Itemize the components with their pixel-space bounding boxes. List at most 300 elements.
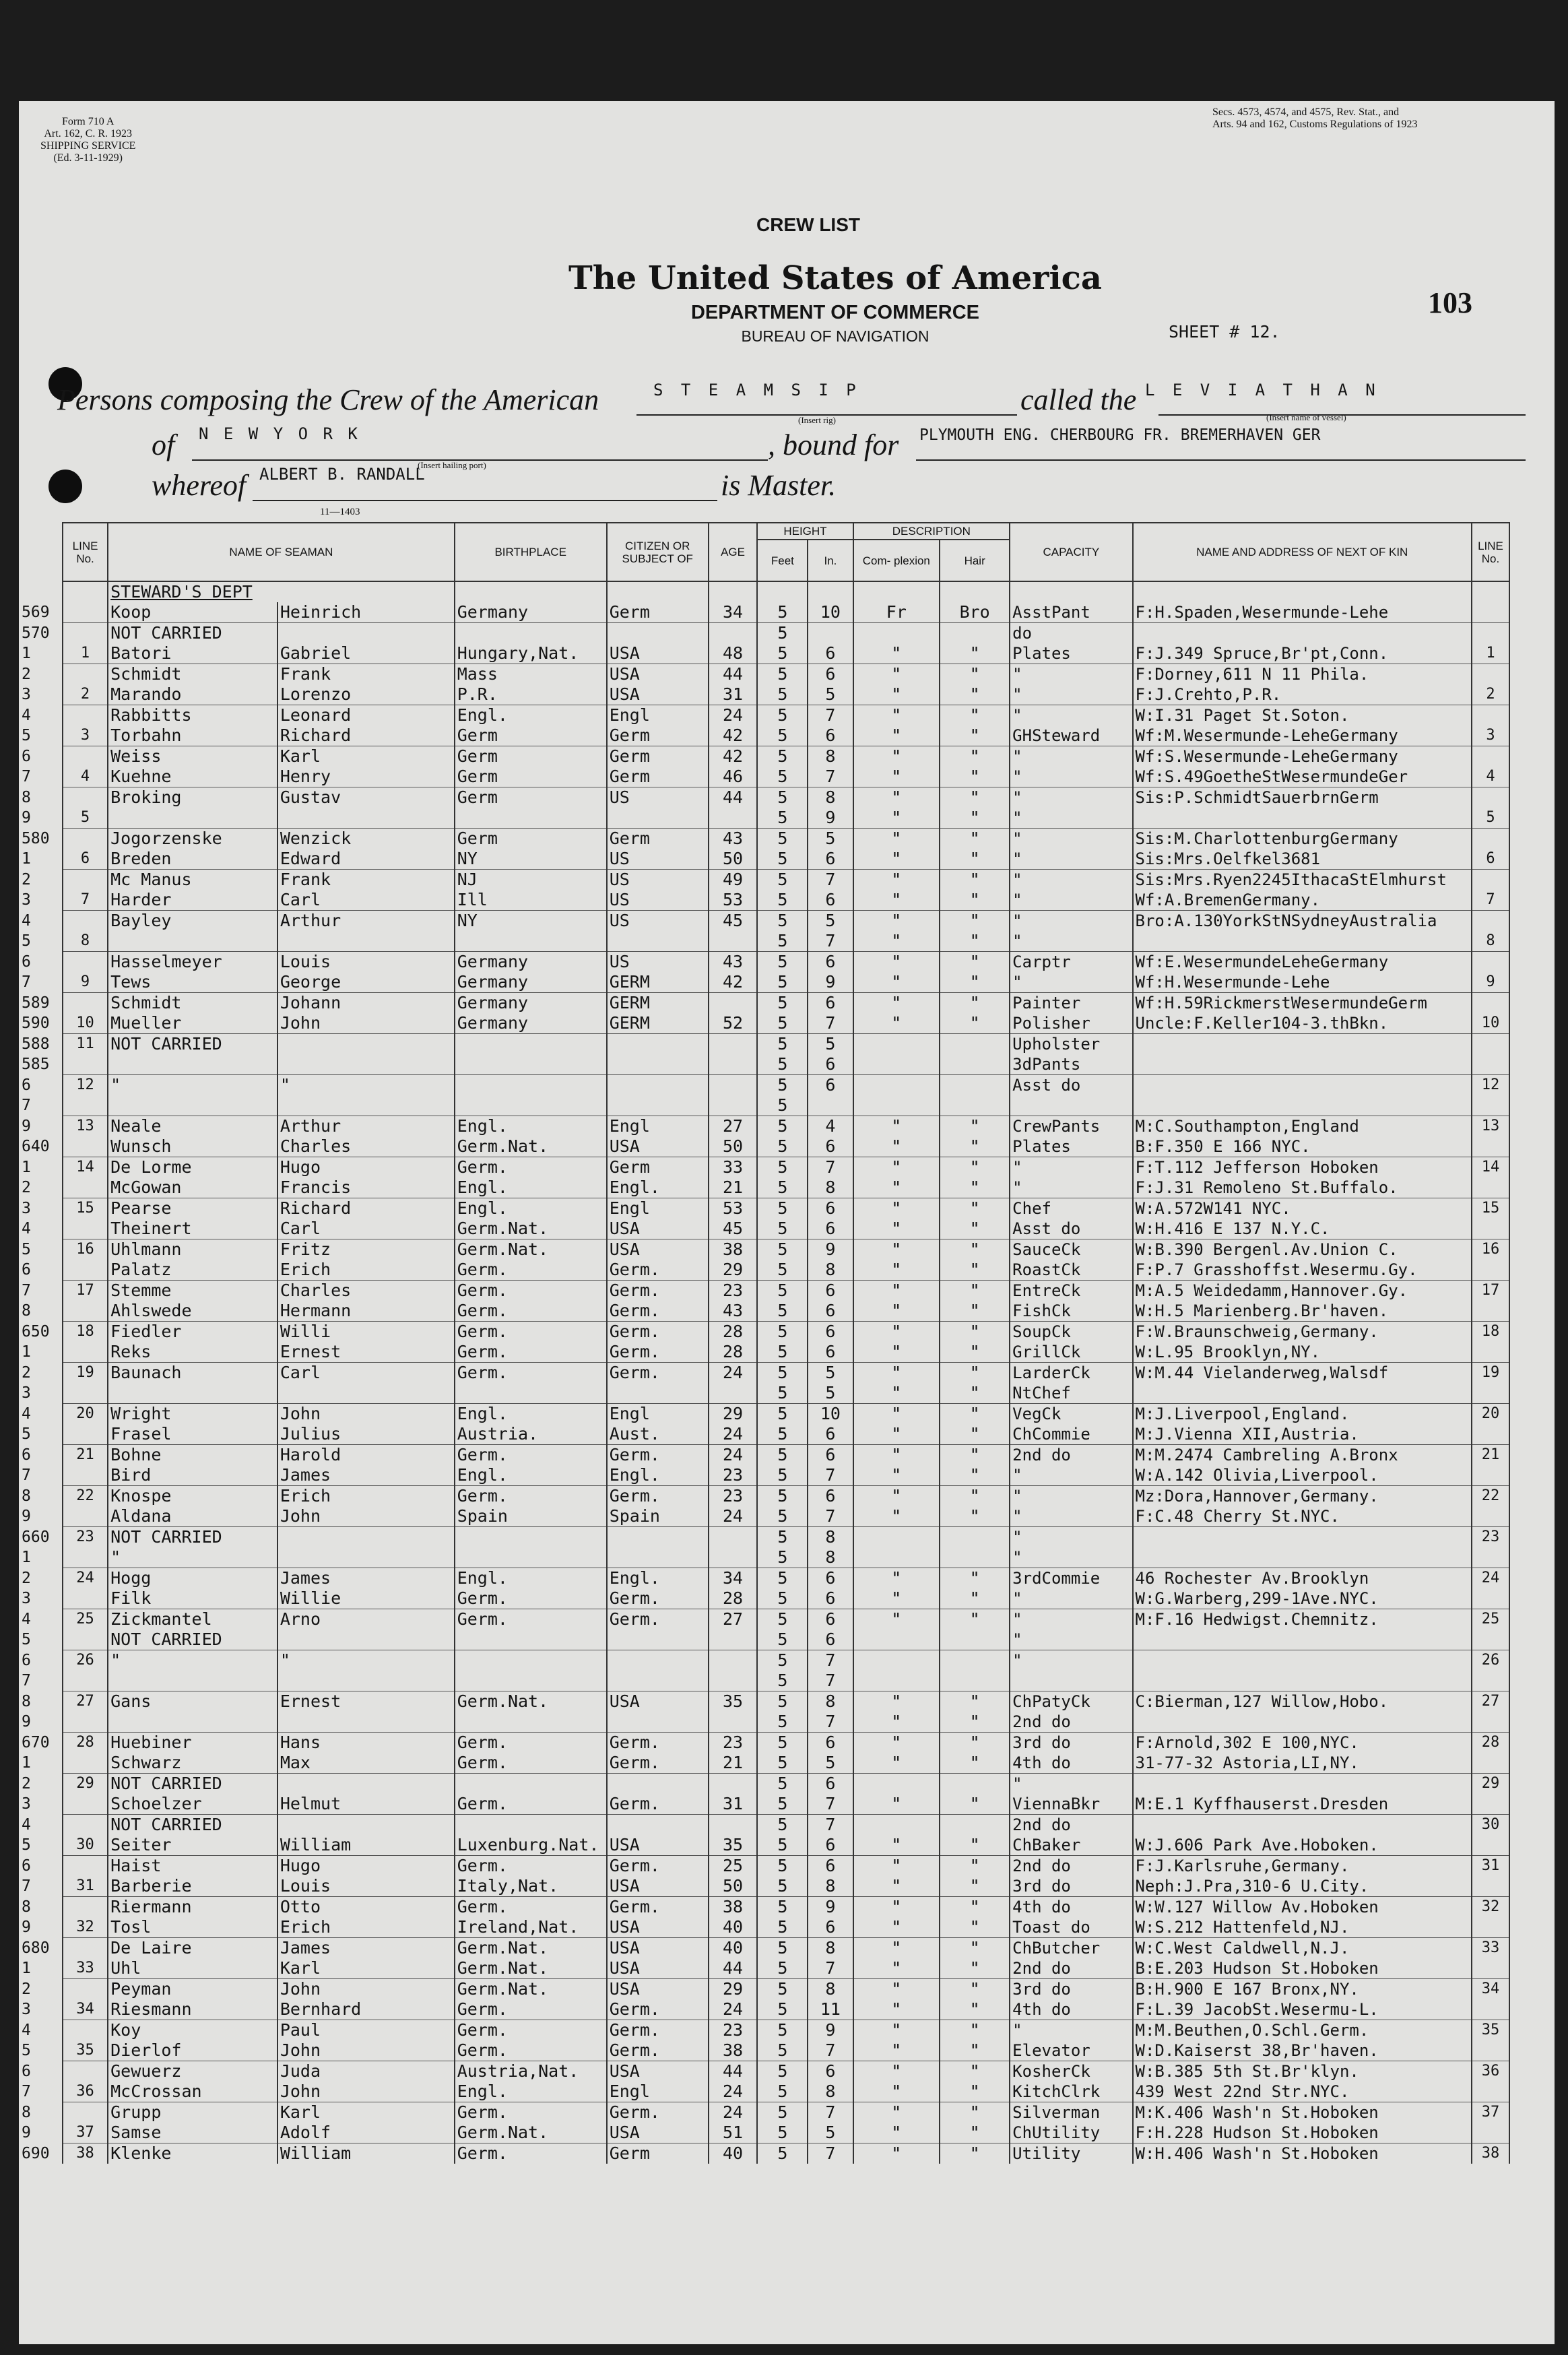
cell-line-number-right	[1472, 2040, 1509, 2061]
cell-hair: "	[940, 1588, 1010, 1609]
cell-capacity: 2nd do	[1010, 1958, 1132, 1979]
cell-surname: Tosl	[108, 1917, 277, 1938]
col-hair-header: Hair	[940, 540, 1010, 581]
cell-citizenship: USA	[607, 1958, 709, 1979]
cell-complexion: "	[853, 787, 940, 808]
cell-height-feet: 5	[757, 1383, 808, 1404]
cell-age: 23	[709, 2020, 758, 2041]
cell-line-number-right	[1472, 1095, 1509, 1116]
cell-complexion: "	[853, 1404, 940, 1425]
cell-complexion	[853, 1034, 940, 1055]
cell-line-number-right: 15	[1472, 1198, 1509, 1219]
cell-citizenship: Germ.	[607, 1999, 709, 2020]
cell-next-of-kin	[1133, 1054, 1472, 1075]
cell-citizenship: USA	[607, 643, 709, 664]
serial-annotation: 4	[22, 706, 31, 724]
cell-next-of-kin	[1133, 1547, 1472, 1568]
cell-capacity: RoastCk	[1010, 1260, 1132, 1281]
cell-citizenship: Germ.	[607, 1753, 709, 1774]
table-row	[63, 1753, 1509, 1774]
cell-age	[709, 1671, 758, 1691]
cell-surname: De Lorme	[108, 1157, 277, 1178]
cell-age: 35	[709, 1835, 758, 1856]
cell-citizenship: USA	[607, 2061, 709, 2082]
col-age-header: AGE	[709, 523, 758, 581]
cell-capacity: 3rd do	[1010, 1876, 1132, 1897]
cell-line-number-right	[1472, 1753, 1509, 1774]
cell-next-of-kin: B:H.900 E 167 Bronx,NY.	[1133, 1979, 1472, 2000]
cell-height-inches: 10	[808, 1404, 853, 1425]
cell-given-name	[277, 1815, 455, 1836]
table-row	[63, 1794, 1509, 1815]
cell-capacity: "	[1010, 890, 1132, 911]
cell-birthplace: Germ.	[455, 2102, 607, 2123]
section-reference-line: Arts. 94 and 162, Customs Regulations of 1923	[1212, 119, 1418, 130]
cell-complexion: "	[853, 993, 940, 1014]
table-row	[63, 849, 1509, 870]
cell-citizenship: Engl	[607, 2082, 709, 2102]
cell-hair: "	[940, 1404, 1010, 1425]
cell-citizenship: GERM	[607, 993, 709, 1014]
cell-next-of-kin: M:F.16 Hedwigst.Chemnitz.	[1133, 1609, 1472, 1630]
cell-citizenship: US	[607, 849, 709, 870]
cell-hair: "	[940, 1897, 1010, 1918]
cell-height-feet: 5	[757, 829, 808, 849]
cell-line-number-right: 23	[1472, 1527, 1509, 1548]
cell-height-inches: 7	[808, 1506, 853, 1527]
serial-annotation: 1	[22, 1158, 31, 1176]
cell-surname: Wunsch	[108, 1136, 277, 1157]
cell-given-name: Max	[277, 1753, 455, 1774]
cell-complexion: "	[853, 2040, 940, 2061]
cell-age: 43	[709, 952, 758, 973]
cell-height-inches: 5	[808, 1363, 853, 1384]
cell-citizenship: Germ.	[607, 1322, 709, 1343]
serial-annotation: 5	[22, 2042, 31, 2059]
cell-line-number	[63, 1794, 108, 1815]
cell-line-number-right: 24	[1472, 1568, 1509, 1589]
cell-citizenship: Germ.	[607, 1301, 709, 1322]
cell-age: 23	[709, 1733, 758, 1753]
serial-annotation: 640	[22, 1138, 50, 1155]
cell-hair	[940, 1815, 1010, 1836]
cell-complexion: "	[853, 870, 940, 891]
cell-complexion: "	[853, 1876, 940, 1897]
cell-given-name: Hugo	[277, 1157, 455, 1178]
hailing-port: N E W Y O R K	[199, 424, 360, 443]
cell-citizenship: USA	[607, 1938, 709, 1959]
cell-capacity: Asst do	[1010, 1075, 1132, 1096]
cell-birthplace: Germ.Nat.	[455, 1979, 607, 2000]
cell-line-number-right: 36	[1472, 2061, 1509, 2082]
cell-citizenship: GERM	[607, 972, 709, 993]
cell-given-name: Hermann	[277, 1301, 455, 1322]
cell-complexion: "	[853, 1219, 940, 1239]
cell-hair: "	[940, 1301, 1010, 1322]
cell-surname: Frasel	[108, 1424, 277, 1445]
cell-complexion: "	[853, 1178, 940, 1198]
cell-given-name: Willi	[277, 1322, 455, 1343]
cell-height-inches: 5	[808, 1753, 853, 1774]
cell-birthplace	[455, 1712, 607, 1733]
cell-line-number-right	[1472, 602, 1509, 623]
cell-hair: "	[940, 931, 1010, 952]
cell-capacity: "	[1010, 1465, 1132, 1486]
cell-complexion	[853, 1815, 940, 1836]
cell-surname: Riesmann	[108, 1999, 277, 2020]
cell-age: 24	[709, 2102, 758, 2123]
cell-next-of-kin	[1133, 1034, 1472, 1055]
cell-line-number-right	[1472, 1178, 1509, 1198]
cell-height-feet: 5	[757, 1116, 808, 1137]
cell-complexion: "	[853, 808, 940, 829]
cell-birthplace: Germ	[455, 725, 607, 746]
cell-surname: Torbahn	[108, 725, 277, 746]
cell-age: 24	[709, 705, 758, 726]
serial-annotation: 1	[22, 645, 31, 662]
cell-height-inches: 10	[808, 602, 853, 623]
cell-given-name: Fritz	[277, 1239, 455, 1260]
cell-line-number-right	[1472, 1547, 1509, 1568]
cell-next-of-kin: W:G.Warberg,299-1Ave.NYC.	[1133, 1588, 1472, 1609]
cell-height-feet: 5	[757, 2040, 808, 2061]
table-row	[63, 1568, 1509, 1589]
cell-given-name: Heinrich	[277, 602, 455, 623]
cell-given-name: James	[277, 1465, 455, 1486]
cell-surname: Grupp	[108, 2102, 277, 2123]
cell-complexion: "	[853, 1465, 940, 1486]
cell-height-inches: 6	[808, 725, 853, 746]
cell-next-of-kin: M:J.Vienna XII,Austria.	[1133, 1424, 1472, 1445]
serial-annotation: 6	[22, 953, 31, 971]
cell-hair: "	[940, 1506, 1010, 1527]
serial-annotation: 5	[22, 727, 31, 744]
cell-complexion: "	[853, 2082, 940, 2102]
cell-line-number	[63, 787, 108, 808]
cell-citizenship	[607, 1034, 709, 1055]
cell-line-number: 26	[63, 1650, 108, 1671]
cell-given-name: James	[277, 1938, 455, 1959]
cell-line-number-right: 18	[1472, 1322, 1509, 1343]
cell-surname: Barberie	[108, 1876, 277, 1897]
cell-capacity: ChUtility	[1010, 2123, 1132, 2143]
table-row	[63, 1157, 1509, 1178]
cell-capacity: KosherCk	[1010, 2061, 1132, 2082]
rig-value: S T E A M S I P	[653, 381, 860, 399]
country-title: The United States of America	[568, 259, 1103, 297]
cell-birthplace	[455, 1547, 607, 1568]
cell-next-of-kin: 31-77-32 Astoria,LI,NY.	[1133, 1753, 1472, 1774]
cell-capacity: KitchClrk	[1010, 2082, 1132, 2102]
cell-height-inches: 6	[808, 1588, 853, 1609]
cell-complexion: "	[853, 1917, 940, 1938]
cell-birthplace: Germ.	[455, 1445, 607, 1466]
cell-height-inches: 6	[808, 1609, 853, 1630]
serial-annotation: 580	[22, 829, 50, 847]
cell-citizenship	[607, 931, 709, 952]
section-reference	[1212, 106, 1509, 131]
cell-next-of-kin: Wf:H.59RickmerstWesermundeGerm	[1133, 993, 1472, 1014]
table-row	[63, 1178, 1509, 1198]
cell-height-feet: 5	[757, 2102, 808, 2123]
cell-line-number: 37	[63, 2123, 108, 2143]
cell-line-number: 29	[63, 1774, 108, 1795]
cell-given-name	[277, 1630, 455, 1650]
cell-citizenship	[607, 623, 709, 644]
cell-next-of-kin: M:E.1 Kyffhauserst.Dresden	[1133, 1794, 1472, 1815]
cell-given-name	[277, 1547, 455, 1568]
serial-annotation: 4	[22, 1405, 31, 1423]
table-row	[63, 1506, 1509, 1527]
cell-citizenship: USA	[607, 1917, 709, 1938]
cell-line-number-right	[1472, 746, 1509, 767]
cell-birthplace: Germ	[455, 829, 607, 849]
cell-height-feet: 5	[757, 1630, 808, 1650]
cell-height-inches: 6	[808, 1774, 853, 1795]
table-row	[63, 725, 1509, 746]
cell-hair: "	[940, 2123, 1010, 2143]
cell-next-of-kin: W:I.31 Paget St.Soton.	[1133, 705, 1472, 726]
cell-birthplace	[455, 1671, 607, 1691]
cell-capacity: ChCommie	[1010, 1424, 1132, 1445]
cell-height-inches: 6	[808, 890, 853, 911]
cell-capacity: "	[1010, 1774, 1132, 1795]
cell-age	[709, 1774, 758, 1795]
cell-next-of-kin: F:W.Braunschweig,Germany.	[1133, 1322, 1472, 1343]
serial-annotation: 589	[22, 994, 50, 1012]
serial-annotation: 2	[22, 1980, 31, 1998]
cell-surname: Breden	[108, 849, 277, 870]
cell-next-of-kin	[1133, 1383, 1472, 1404]
cell-age	[709, 1054, 758, 1075]
cell-line-number-right: 17	[1472, 1281, 1509, 1301]
cell-height-feet: 5	[757, 1198, 808, 1219]
serial-annotation: 6	[22, 1076, 31, 1094]
cell-next-of-kin: Sis:M.CharlottenburgGermany	[1133, 829, 1472, 849]
cell-complexion: "	[853, 1835, 940, 1856]
serial-annotation: 3	[22, 686, 31, 703]
table-row	[63, 1856, 1509, 1877]
cell-surname: NOT CARRIED	[108, 623, 277, 644]
cell-age: 49	[709, 870, 758, 891]
table-row	[63, 972, 1509, 993]
cell-given-name	[277, 623, 455, 644]
cell-height-inches: 5	[808, 911, 853, 932]
cell-next-of-kin	[1133, 1671, 1472, 1691]
cell-citizenship: Germ.	[607, 1363, 709, 1384]
cell-given-name: Adolf	[277, 2123, 455, 2143]
cell-citizenship	[607, 808, 709, 829]
table-row	[63, 1671, 1509, 1691]
cell-given-name: Edward	[277, 849, 455, 870]
cell-age	[709, 993, 758, 1014]
cell-next-of-kin: Wf:A.BremenGermany.	[1133, 890, 1472, 911]
cell-birthplace: Germ	[455, 787, 607, 808]
cell-given-name	[277, 808, 455, 829]
cell-height-feet: 5	[757, 1301, 808, 1322]
cell-height-feet: 5	[757, 1876, 808, 1897]
serial-annotation: 1	[22, 1549, 31, 1566]
serial-annotation: 5	[22, 1240, 31, 1258]
serial-annotation: 9	[22, 1713, 31, 1731]
cell-birthplace: Germ.Nat.	[455, 1219, 607, 1239]
cell-age: 42	[709, 746, 758, 767]
cell-height-inches: 6	[808, 1424, 853, 1445]
cell-line-number	[63, 952, 108, 973]
serial-annotation: 8	[22, 1898, 31, 1916]
cell-height-feet: 5	[757, 1999, 808, 2020]
cell-line-number-right	[1472, 1671, 1509, 1691]
cell-line-number-right	[1472, 1630, 1509, 1650]
serial-annotation: 6	[22, 1651, 31, 1669]
table-row	[63, 1260, 1509, 1281]
cell-birthplace: Germ.	[455, 1733, 607, 1753]
cell-surname: Schmidt	[108, 993, 277, 1014]
master-underline	[253, 500, 717, 501]
cell-height-inches: 6	[808, 1301, 853, 1322]
cell-height-inches: 5	[808, 829, 853, 849]
cell-citizenship: Germ.	[607, 2040, 709, 2061]
cell-hair: "	[940, 725, 1010, 746]
cell-line-number: 13	[63, 1116, 108, 1137]
cell-complexion: "	[853, 684, 940, 705]
cell-height-inches	[808, 1095, 853, 1116]
cell-birthplace: Germ.	[455, 2020, 607, 2041]
cell-surname: Jogorzenske	[108, 829, 277, 849]
cell-age: 44	[709, 1958, 758, 1979]
cell-given-name: Ernest	[277, 1342, 455, 1363]
cell-capacity: 2nd do	[1010, 1445, 1132, 1466]
cell-next-of-kin: Wf:S.49GoetheStWesermundeGer	[1133, 767, 1472, 787]
serial-annotation: 660	[22, 1528, 50, 1546]
table-row	[63, 1363, 1509, 1384]
cell-age: 24	[709, 1363, 758, 1384]
cell-height-feet: 5	[757, 1815, 808, 1836]
cell-line-number: 21	[63, 1445, 108, 1466]
cell-line-number: 17	[63, 1281, 108, 1301]
cell-line-number: 18	[63, 1322, 108, 1343]
cell-capacity: "	[1010, 2020, 1132, 2041]
cell-line-number-right	[1472, 705, 1509, 726]
cell-line-number	[63, 664, 108, 685]
serial-annotation: 5	[22, 1425, 31, 1443]
cell-height-inches: 8	[808, 1876, 853, 1897]
cell-birthplace: Spain	[455, 1506, 607, 1527]
cell-height-feet: 5	[757, 1527, 808, 1548]
cell-line-number-right	[1472, 787, 1509, 808]
cell-line-number: 31	[63, 1876, 108, 1897]
cell-surname: Dierlof	[108, 2040, 277, 2061]
cell-surname: Reks	[108, 1342, 277, 1363]
cell-height-feet: 5	[757, 1897, 808, 1918]
cell-next-of-kin: Wf:S.Wesermunde-LeheGermany	[1133, 746, 1472, 767]
cell-citizenship: Germ	[607, 1157, 709, 1178]
cell-line-number	[63, 1054, 108, 1075]
cell-complexion: Fr	[853, 602, 940, 623]
table-row	[63, 993, 1509, 1014]
cell-next-of-kin: W:J.606 Park Ave.Hoboken.	[1133, 1835, 1472, 1856]
cell-hair: "	[940, 890, 1010, 911]
of-label: of	[152, 428, 175, 461]
serial-annotation: 670	[22, 1733, 50, 1751]
cell-hair: "	[940, 746, 1010, 767]
cell-birthplace: P.R.	[455, 684, 607, 705]
cell-capacity: 3rdCommie	[1010, 1568, 1132, 1589]
cell-capacity: "	[1010, 808, 1132, 829]
cell-line-number-right: 3	[1472, 725, 1509, 746]
table-row	[63, 746, 1509, 767]
cell-height-feet: 5	[757, 808, 808, 829]
cell-complexion: "	[853, 1897, 940, 1918]
cell-capacity: Painter	[1010, 993, 1132, 1014]
cell-next-of-kin: B:F.350 E 166 NYC.	[1133, 1136, 1472, 1157]
punch-hole-middle	[48, 470, 82, 503]
cell-age: 42	[709, 972, 758, 993]
cell-hair: "	[940, 1260, 1010, 1281]
table-row	[63, 1383, 1509, 1404]
cell-complexion: "	[853, 1383, 940, 1404]
cell-birthplace: Germ.	[455, 1856, 607, 1877]
cell-height-feet: 5	[757, 623, 808, 644]
cell-line-number: 35	[63, 2040, 108, 2061]
cell-citizenship: USA	[607, 2123, 709, 2143]
table-row	[63, 623, 1509, 644]
cell-next-of-kin: W:H.416 E 137 N.Y.C.	[1133, 1219, 1472, 1239]
serial-annotation: 585	[22, 1056, 50, 1073]
cell-age: 50	[709, 1876, 758, 1897]
cell-height-inches: 6	[808, 1075, 853, 1096]
table-row	[63, 1054, 1509, 1075]
cell-given-name: Leonard	[277, 705, 455, 726]
cell-birthplace: Germ.	[455, 1794, 607, 1815]
cell-hair: "	[940, 1136, 1010, 1157]
cell-surname: Fiedler	[108, 1322, 277, 1343]
cell-line-number-right	[1472, 1465, 1509, 1486]
cell-capacity: ChPatyCk	[1010, 1691, 1132, 1712]
cell-line-number	[63, 1547, 108, 1568]
cell-citizenship: Germ.	[607, 2020, 709, 2041]
serial-annotation: 4	[22, 911, 31, 930]
cell-age: 40	[709, 2143, 758, 2164]
cell-height-feet: 5	[757, 746, 808, 767]
called-label: called the	[1020, 383, 1137, 416]
cell-line-number	[63, 2061, 108, 2082]
cell-hair: "	[940, 1281, 1010, 1301]
cell-surname: NOT CARRIED	[108, 1774, 277, 1795]
cell-capacity: "	[1010, 1650, 1132, 1671]
cell-height-feet: 5	[757, 1445, 808, 1466]
cell-capacity: "	[1010, 870, 1132, 891]
cell-citizenship: Germ.	[607, 1260, 709, 1281]
cell-line-number-right	[1472, 1794, 1509, 1815]
cell-height-inches: 7	[808, 931, 853, 952]
cell-given-name: Carl	[277, 1363, 455, 1384]
table-row	[63, 890, 1509, 911]
cell-surname: Marando	[108, 684, 277, 705]
cell-height-inches: 6	[808, 1630, 853, 1650]
cell-capacity: NtChef	[1010, 1383, 1132, 1404]
cell-age	[709, 931, 758, 952]
cell-next-of-kin: W:W.127 Willow Av.Hoboken	[1133, 1897, 1472, 1918]
cell-given-name: Wenzick	[277, 829, 455, 849]
cell-citizenship: USA	[607, 1136, 709, 1157]
vessel-name: L E V I A T H A N	[1145, 381, 1379, 399]
cell-capacity: "	[1010, 746, 1132, 767]
cell-complexion: "	[853, 2020, 940, 2041]
cell-height-inches: 8	[808, 1260, 853, 1281]
cell-height-feet: 5	[757, 1095, 808, 1116]
cell-surname: McCrossan	[108, 2082, 277, 2102]
